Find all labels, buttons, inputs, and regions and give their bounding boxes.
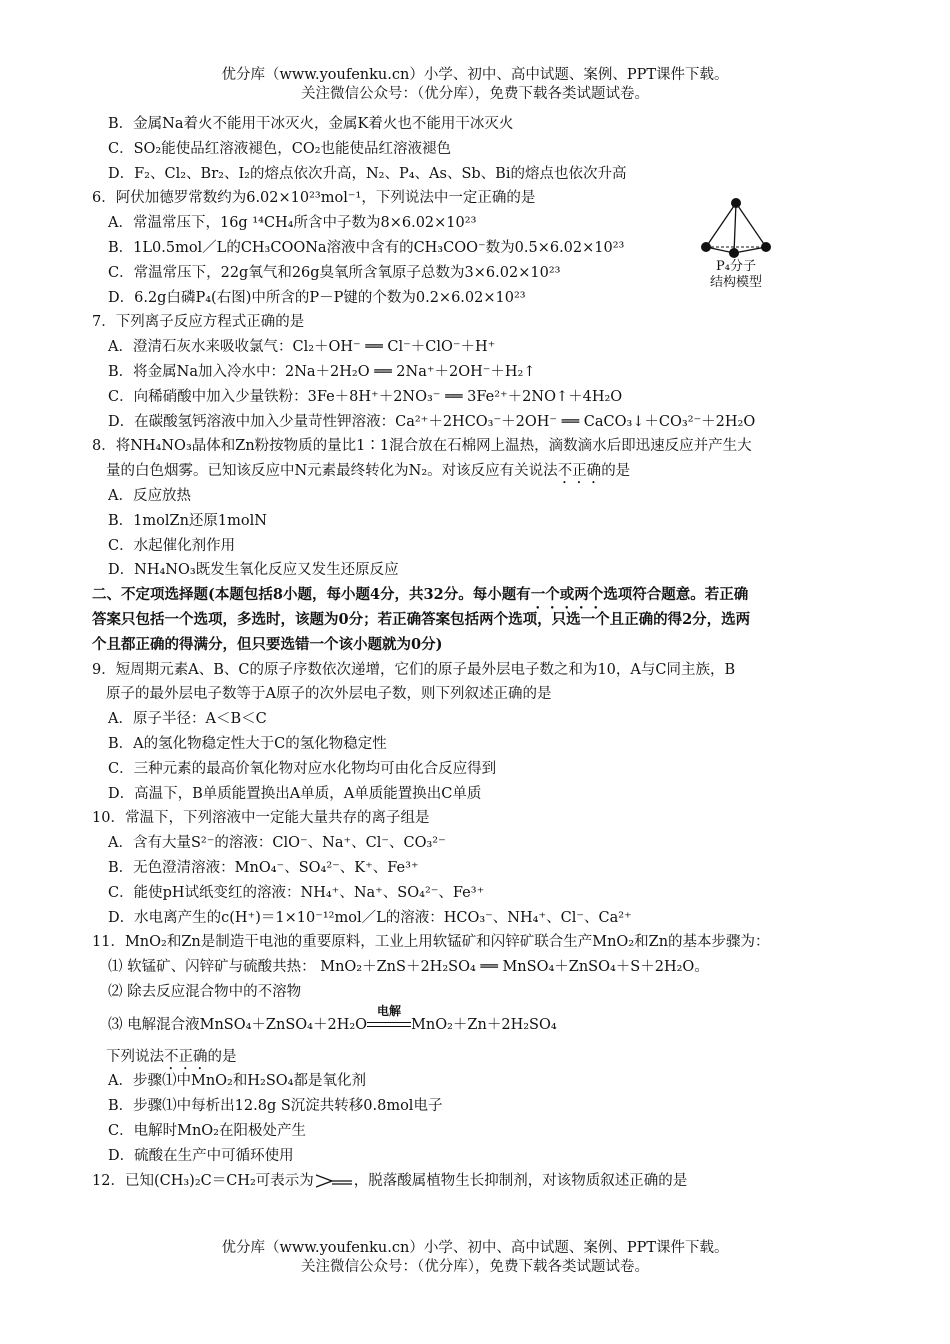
- q9-option-d: D．高温下，B单质能置换出A单质，A单质能置换出C单质: [108, 785, 482, 802]
- header-line-2: 关注微信公众号：（优分库），免费下载各类试题试卷。: [301, 86, 649, 102]
- q8-stem-line-1: 8．将NH₄NO₃晶体和Zn粉按物质的量比1∶1混合放在石棉网上温热，滴数滴水后即迅速反应并产生大: [92, 438, 752, 455]
- q8-option-d: D．NH₄NO₃既发生氧化反应又发生还原反应: [108, 562, 399, 579]
- q5-option-b: B．金属Na着火不能用干冰灭火，金属K着火也不能用干冰灭火: [108, 116, 514, 132]
- q11-step-3: [92, 1005, 872, 1045]
- q10-option-d: D．水电离产生的c(H⁺)＝1×10⁻¹²mol／L的溶液：HCO₃⁻、NH₄⁺、Cl⁻、Ca²⁺: [108, 909, 632, 926]
- q9-stem-line-1: 9．短周期元素A、B、C的原子序数依次递增，它们的原子最外层电子数之和为10，A与C同主族，B: [92, 661, 736, 678]
- q11-step3-products: MnO₂＋Zn＋2H₂SO₄: [411, 1016, 557, 1033]
- q9-option-b: B．A的氢化物稳定性大于C的氢化物稳定性: [108, 735, 387, 752]
- isobutene-skeletal-formula: [314, 1171, 354, 1191]
- q6-stem: 6．阿伏加德罗常数约为6.02×10²³mol⁻¹，下列说法中一定正确的是: [92, 190, 536, 207]
- p4-caption-2: 结构模型: [709, 275, 762, 290]
- section2-text-tail: 选项符合题意。若正确: [603, 586, 749, 604]
- q11-step3-reactants: ⑶ 电解混合液MnSO₄＋ZnSO₄＋2H₂O: [108, 1016, 368, 1033]
- q5-option-d: D．F₂、Cl₂、Br₂、I₂的熔点依次升高，N₂、P₄、As、Sb、Bi的熔点也依次升高: [108, 165, 627, 182]
- q12-stem-tail: ，脱落酸属植物生长抑制剂，对该物质叙述正确的是: [353, 1172, 688, 1189]
- q12-stem: [92, 1169, 872, 1194]
- q11-step-2: ⑵ 除去反应混合物中的不溶物: [108, 983, 302, 1000]
- q9-stem-line-2: 原子的最外层电子数等于A原子的次外层电子数，则下列叙述正确的是: [106, 686, 552, 703]
- q8-stem-text: 量的白色烟雾。已知该反应中N元素最终转化为N₂。对该反应有关说法: [106, 463, 558, 480]
- q11-option-c: C．电解时MnO₂在阳极处产生: [108, 1123, 306, 1140]
- q11-option-a: A．步骤⑴中MnO₂和H₂SO₄都是氧化剂: [108, 1073, 366, 1090]
- q10-option-c: C．能使pH试纸变红的溶液：NH₄⁺、Na⁺、SO₄²⁻、Fe³⁺: [108, 884, 485, 901]
- q11-stem: 11．MnO₂和Zn是制造干电池的重要原料，工业上用软锰矿和闪锌矿联合生产MnO₂和Zn的基本步骤为：: [92, 934, 770, 951]
- electrolysis-equals-sign: [367, 1003, 411, 1034]
- q8-emphasis: 不正确: [557, 463, 602, 480]
- q8-option-c: C．水起催化剂作用: [108, 537, 236, 554]
- q7-option-d: D．在碳酸氢钙溶液中加入少量苛性钾溶液：Ca²⁺＋2HCO₃⁻＋2OH⁻ ══ CaCO₃↓＋CO₃²⁻＋2H₂O: [108, 413, 756, 430]
- q10-option-b: B．无色澄清溶液：MnO₄⁻、SO₄²⁻、K⁺、Fe³⁺: [108, 859, 419, 876]
- q11-option-b: B．步骤⑴中每析出12.8g S沉淀共转移0.8mol电子: [108, 1098, 443, 1115]
- q6-option-c: C．常温常压下，22g氧气和26g臭氧所含氧原子总数为3×6.02×10²³: [108, 264, 561, 281]
- page-header: [0, 66, 950, 104]
- q11-emphasis: 不正确: [164, 1048, 208, 1065]
- q11-question-text: 下列说法: [106, 1048, 164, 1065]
- section2-heading-line-3: 个且都正确的得满分，但只要选错一个该小题就为0分): [92, 635, 443, 653]
- q11-option-d: D．硫酸在生产中可循环使用: [108, 1147, 294, 1164]
- q6-option-a: A．常温常压下，16g ¹⁴CH₄所含中子数为8×6.02×10²³: [108, 215, 477, 232]
- footer-line-2: 关注微信公众号：（优分库），免费下载各类试题试卷。: [301, 1259, 649, 1275]
- exam-content: [92, 112, 872, 1193]
- q7-option-a: A．澄清石灰水来吸收氯气：Cl₂＋OH⁻ ══ Cl⁻＋ClO⁻＋H⁺: [108, 339, 496, 356]
- q11-question-tail: 的是: [207, 1048, 237, 1065]
- section2-text: 二、不定项选择题(本题包括8小题，每小题4分，共32分。每小题有: [92, 586, 531, 604]
- section2-emphasis: 一个或两个: [530, 586, 604, 604]
- q7-stem: 7．下列离子反应方程式正确的是: [92, 314, 305, 331]
- q10-stem: 10．常温下，下列溶液中一定能大量共存的离子组是: [92, 810, 430, 827]
- header-line-1: 优分库（www.youfenku.cn）小学、初中、高中试题、案例、PPT课件下载。: [221, 67, 729, 83]
- section2-heading-line-2: 答案只包括一个选项，多选时，该题为0分；若正确答案包括两个选项，只选一个且正确的得2分，选两: [92, 610, 751, 628]
- page-footer: [0, 1239, 950, 1277]
- q8-stem-tail: 的是: [601, 463, 631, 480]
- q9-option-c: C．三种元素的最高价氧化物对应水化物均可由化合反应得到: [108, 760, 497, 777]
- q8-option-b: B．1molZn还原1molN: [108, 512, 267, 529]
- q11-step-1: ⑴ 软锰矿、闪锌矿与硫酸共热： MnO₂＋ZnS＋2H₂SO₄ ══ MnSO₄＋ZnSO₄＋S＋2H₂O。: [108, 959, 709, 976]
- q10-option-a: A．含有大量S²⁻的溶液：ClO⁻、Na⁺、Cl⁻、CO₃²⁻: [108, 835, 446, 852]
- q9-option-a: A．原子半径：A＜B＜C: [108, 711, 267, 728]
- q5-option-c: C．SO₂能使品红溶液褪色，CO₂也能使品红溶液褪色: [108, 140, 452, 157]
- section2-heading-line-1: [92, 583, 872, 608]
- q6-option-b: B．1L0.5mol／L的CH₃COONa溶液中含有的CH₃COO⁻数为0.5×6.02×10²³: [108, 239, 625, 256]
- q7-option-b: B．将金属Na加入冷水中：2Na＋2H₂O ══ 2Na⁺＋2OH⁻＋H₂↑: [108, 363, 536, 380]
- q6-option-d: D．6.2g白磷P₄(右图)中所含的P－P键的个数为0.2×6.02×10²³: [108, 289, 526, 306]
- q7-option-c: C．向稀硝酸中加入少量铁粉：3Fe＋8H⁺＋2NO₃⁻ ══ 3Fe²⁺＋2NO↑＋4H₂O: [108, 388, 623, 405]
- footer-line-1: 优分库（www.youfenku.cn）小学、初中、高中试题、案例、PPT课件下载。: [221, 1240, 729, 1256]
- q11-question: [92, 1045, 872, 1070]
- q12-stem-text: 12．已知(CH₃)₂C＝CH₂可表示为: [92, 1172, 314, 1189]
- electrolysis-label: 电解: [377, 1003, 402, 1018]
- q8-option-a: A．反应放热: [108, 487, 191, 504]
- p4-caption-1: P₄分子: [716, 259, 756, 274]
- q8-stem-line-2: [92, 459, 872, 484]
